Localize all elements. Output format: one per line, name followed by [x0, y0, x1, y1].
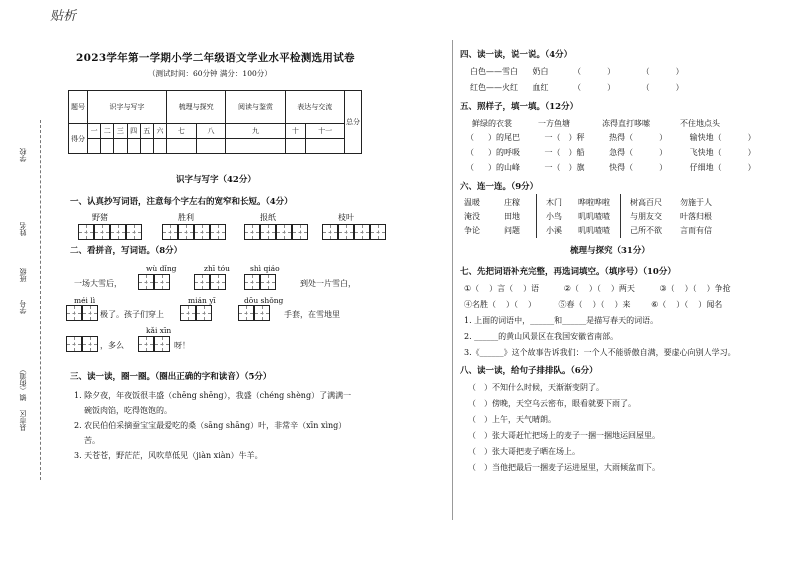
q5-text: ）	[659, 148, 668, 157]
q2-pinyin: méi lì	[74, 296, 96, 305]
q4-example: 白色——雪白	[470, 67, 518, 76]
q1-word: 野猪	[92, 213, 108, 222]
q5-paren: （	[466, 148, 474, 157]
q7-text: ）争抢	[706, 284, 731, 293]
score-row-label: 得分	[69, 124, 88, 154]
q7-text: ）（	[506, 300, 518, 309]
q4-blank-open: （	[641, 67, 650, 76]
q5-text: ）的山峰	[488, 163, 520, 172]
q4-blank-close: ）	[607, 67, 616, 76]
q6-word[interactable]: 勿施于人	[680, 198, 712, 207]
q2-pinyin: wù dǐng	[146, 264, 177, 273]
q3-title: 三、读一读，圈一圈。（圈出正确的字和读音）（5分）	[70, 372, 272, 382]
q7-text: ⑥（	[651, 300, 667, 309]
score-header-label: 题号	[69, 91, 88, 124]
side-label-class: 班级	[19, 268, 27, 282]
q5-text: ）旗	[568, 163, 585, 172]
q6-word[interactable]: 树高百尺	[630, 198, 662, 207]
column-divider	[452, 40, 453, 520]
q6-word[interactable]: 与朋友交	[630, 212, 662, 221]
score-header-explore: 梳理与探究	[167, 91, 226, 124]
q7-text: ①（	[464, 284, 480, 293]
q1-word: 胜利	[178, 213, 194, 222]
exam-title: 2023学年第一学期小学二年级语文学业水平检测选用试卷	[76, 52, 355, 64]
q5-text: ）	[659, 163, 668, 172]
q1-grid[interactable]	[322, 224, 386, 240]
q3-line: 碗饭肉馅，吃得饱饱的。	[84, 406, 172, 415]
q7-row-2	[464, 299, 722, 310]
q7-text: ）（	[588, 284, 601, 293]
q8-item[interactable]: （ ）不知什么时候，天渐渐变阴了。	[468, 383, 604, 392]
section-explore-title: 梳理与探究（31分）	[570, 246, 650, 256]
q2-pinyin: zhī tóu	[204, 264, 230, 273]
q6-word[interactable]: 叶落归根	[680, 212, 712, 221]
q7-text: ）言（	[489, 284, 514, 293]
q4-title: 四、读一读，说一说。（4分）	[460, 50, 573, 60]
q4-row-2	[470, 82, 684, 93]
q6-word[interactable]: 淹没	[464, 212, 480, 221]
q5-row	[466, 147, 756, 158]
q5-text: 输快地（	[689, 133, 722, 142]
score-header-literacy: 识字与写字	[88, 91, 167, 124]
q5-title: 五、照样子，填一填。（12分）	[460, 102, 579, 112]
q7-text: ）（	[684, 284, 697, 293]
q4-blank-close: ）	[675, 83, 684, 92]
q4-word: 血红	[532, 83, 549, 92]
q5-text: 急得（	[609, 148, 634, 157]
score-cell[interactable]	[226, 139, 285, 154]
q6-word[interactable]: 己所不欲	[630, 226, 662, 235]
q5-text: ）	[659, 133, 668, 142]
q5-text: ）的尾巴	[488, 133, 520, 142]
score-col: 三	[114, 124, 127, 139]
q4-blank-open: （	[641, 83, 650, 92]
q2-text: ，多么	[100, 341, 124, 350]
score-cell[interactable]	[196, 139, 226, 154]
side-label-number: 学号	[19, 300, 27, 314]
q1-grid[interactable]	[78, 224, 142, 240]
q5-paren: （	[466, 163, 474, 172]
score-col: 六	[153, 124, 166, 139]
q6-word[interactable]: 田地	[504, 212, 520, 221]
q2-pinyin: dōu shǒng	[244, 296, 284, 305]
score-cell[interactable]	[153, 139, 166, 154]
score-col: 二	[101, 124, 114, 139]
q7-text: ）（	[676, 300, 689, 309]
q4-word: 奶白	[532, 67, 549, 76]
q4-row-1	[470, 66, 684, 77]
q2-title: 二、看拼音，写词语。（8分）	[70, 246, 183, 256]
q2-grid[interactable]	[66, 305, 98, 321]
q5-text: ）秤	[568, 133, 585, 142]
q8-item[interactable]: （ ）张大哥把麦子晒在场上。	[468, 447, 580, 456]
q8-item[interactable]: （ ）当他把最后一捆麦子运进屋里，大雨倾盆而下。	[468, 463, 660, 472]
q6-word[interactable]: 庄稼	[504, 198, 520, 207]
q3-line: 2. 农民伯伯采摘蚕宝宝最爱吃的桑（sāng shāng）叶，非常辛（xīn xìng）	[74, 421, 347, 430]
score-cell[interactable]	[306, 139, 345, 154]
q6-word[interactable]: 小溪	[546, 226, 562, 235]
q4-blank-open: （	[573, 67, 582, 76]
q2-grid[interactable]	[138, 274, 170, 290]
q7-question[interactable]: 3.《______》这个故事告诉我们：一个人不能骄傲自满，要虚心向别人学习。	[464, 348, 736, 357]
q2-text: 手套，在雪地里	[284, 310, 340, 319]
q2-grid[interactable]	[138, 336, 170, 352]
q7-text: ）	[528, 300, 536, 309]
q7-title: 七、先把词语补充完整，再选词填空。（填序号）（10分）	[460, 267, 676, 277]
handwritten-note: 贴析	[50, 9, 77, 24]
score-cell[interactable]	[285, 139, 306, 154]
score-col: 一	[88, 124, 101, 139]
q7-row-1	[464, 283, 731, 294]
q2-pinyin: kǎi xīn	[146, 326, 172, 335]
side-label-school: 学校	[19, 148, 27, 162]
binding-line	[40, 120, 41, 480]
score-col: 十一	[306, 124, 345, 139]
q2-text: 一场大雪后，	[74, 279, 122, 288]
score-header-reading: 阅读与鉴赏	[226, 91, 285, 124]
q5-header: 鲜绿的衣裳	[472, 119, 512, 128]
score-cell[interactable]	[114, 139, 127, 154]
side-label-town: 镇（街道）	[19, 366, 27, 401]
q1-word: 枝叶	[338, 213, 354, 222]
q2-pinyin: mián yī	[188, 296, 216, 305]
q5-text: 一（	[544, 133, 561, 142]
q5-text: 飞快地（	[689, 148, 722, 157]
score-header-express: 表达与交流	[285, 91, 344, 124]
q2-text: 到处一片雪白，	[300, 279, 356, 288]
q1-grid[interactable]	[244, 224, 308, 240]
q5-text: ）	[747, 133, 756, 142]
q7-question[interactable]: 2. ______的黄山风景区在我国安徽省南部。	[464, 332, 619, 341]
q7-text: ③（	[659, 284, 675, 293]
q3-line: 1. 除夕夜，年夜饭很丰盛（chēng shēng），我盛（chéng shèng）了满满一	[74, 391, 352, 400]
q2-text: 极了。孩子们穿上	[100, 310, 164, 319]
score-cell[interactable]	[101, 139, 114, 154]
q8-item[interactable]: （ ）张大哥赶忙把场上的麦子一捆一捆地运回屋里。	[468, 431, 660, 440]
q4-example: 红色——火红	[470, 83, 518, 92]
q6-matching	[462, 194, 724, 240]
score-cell[interactable]	[167, 139, 197, 154]
score-col: 七	[167, 124, 197, 139]
score-table	[68, 90, 362, 154]
q3-line: 苦。	[84, 436, 100, 445]
q5-header: 冻得直打哆嗦	[602, 119, 650, 128]
q1-title: 一、认真抄写词语，注意每个字左右的宽窄和长短。（4分）	[70, 197, 293, 207]
q5-row	[466, 162, 756, 173]
score-col: 八	[196, 124, 226, 139]
q6-title: 六、连一连。（9分）	[460, 182, 539, 192]
q8-item[interactable]: （ ）傍晚，天空乌云密布，眼看就要下雨了。	[468, 399, 636, 408]
q7-text: ）来	[614, 300, 631, 309]
score-col: 十	[285, 124, 306, 139]
q5-row	[466, 132, 756, 143]
q7-text: ）两天	[610, 284, 635, 293]
score-cell[interactable]	[127, 139, 140, 154]
q2-pinyin: shì qiáo	[250, 264, 280, 273]
q5-text: ）	[747, 163, 756, 172]
q5-text: ）船	[568, 148, 585, 157]
q4-blank-close: ）	[675, 67, 684, 76]
q6-word[interactable]: 叽叽喳喳	[578, 212, 610, 221]
q2-text: 呀！	[174, 341, 190, 350]
q2-grid[interactable]	[244, 274, 276, 290]
q7-text: ④名胜（	[464, 300, 496, 309]
q6-word[interactable]: 争论	[464, 226, 480, 235]
q7-text: ）语	[523, 284, 540, 293]
q6-word[interactable]: 哗啦哗啦	[578, 198, 610, 207]
q6-word[interactable]: 小鸟	[546, 212, 562, 221]
q6-word[interactable]: 叽叽喳喳	[578, 226, 610, 235]
score-col: 四	[127, 124, 140, 139]
q5-text: 快得（	[609, 163, 634, 172]
q2-grid[interactable]	[180, 305, 212, 321]
side-label-county: 县市区	[19, 410, 27, 431]
q5-header: 不住地点头	[680, 119, 720, 128]
side-label-name: 姓名	[19, 222, 27, 236]
score-col: 九	[226, 124, 285, 139]
q6-word[interactable]: 问题	[504, 226, 520, 235]
q5-text: ）	[747, 148, 756, 157]
q2-grid[interactable]	[238, 305, 270, 321]
q5-text: 一（	[544, 163, 561, 172]
score-header-total: 总分	[345, 91, 362, 154]
q7-question[interactable]: 1. 上面的词语中，______和______是描写春天的词语。	[464, 316, 659, 325]
q2-grid[interactable]	[66, 336, 98, 352]
q6-word[interactable]: 温暖	[464, 198, 480, 207]
q5-text: ）的呼吸	[488, 148, 520, 157]
q1-word: 报纸	[260, 213, 276, 222]
q5-text: 热得（	[609, 133, 634, 142]
q5-header: 一方鱼塘	[538, 119, 570, 128]
q6-word[interactable]: 木门	[546, 198, 562, 207]
q8-title: 八、读一读，给句子排排队。（6分）	[460, 366, 598, 376]
q1-grid[interactable]	[162, 224, 226, 240]
q5-text: 一（	[544, 148, 561, 157]
q4-blank-close: ）	[607, 83, 616, 92]
q8-item[interactable]: （ ）上午，天气晴朗。	[468, 415, 556, 424]
q3-line: 3. 天苍苍，野茫茫，风吹草低见（jiàn xiàn）牛羊。	[74, 451, 263, 460]
q6-word[interactable]: 言而有信	[680, 226, 712, 235]
q7-text: ⑤春（	[558, 300, 583, 309]
q7-text: ）（	[592, 300, 605, 309]
exam-subtitle: （测试时间：60分钟 满分：100分）	[148, 69, 272, 78]
score-cell[interactable]	[88, 139, 101, 154]
q5-text: 仔细地（	[689, 163, 722, 172]
q7-text: ）闻名	[698, 300, 723, 309]
section-literacy-title: 识字与写字（42分）	[176, 175, 256, 185]
q7-text: ②（	[563, 284, 579, 293]
q5-paren: （	[466, 133, 474, 142]
score-col: 五	[140, 124, 153, 139]
q4-blank-open: （	[573, 83, 582, 92]
q2-grid[interactable]	[194, 274, 226, 290]
score-cell[interactable]	[140, 139, 153, 154]
